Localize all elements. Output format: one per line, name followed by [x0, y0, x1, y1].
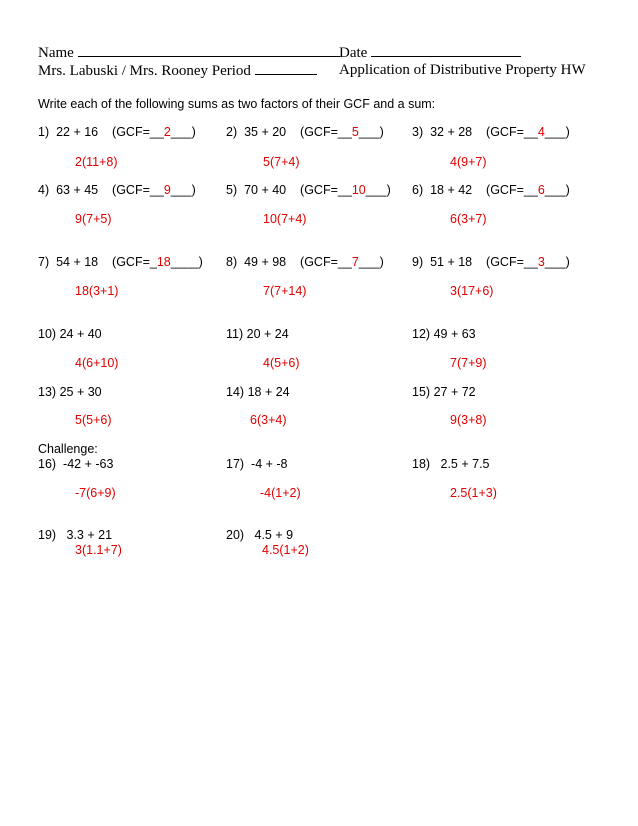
problem-number: 14): [226, 385, 245, 399]
gcf-suffix: ___): [365, 183, 391, 197]
problem-expression: 27 + 72: [433, 385, 476, 399]
gcf-value: 5: [351, 125, 359, 139]
answer-14: 6(3+4): [250, 413, 287, 427]
problem-expression: 35 + 20: [244, 125, 287, 139]
problem-5: [226, 183, 391, 197]
answer-13: 5(5+6): [75, 413, 112, 427]
problem-number: 15): [412, 385, 431, 399]
teacher-label: Mrs. Labuski / Mrs. Rooney Period: [38, 63, 251, 79]
gcf-prefix: (GCF=__: [300, 183, 352, 197]
gcf-prefix: (GCF=_: [112, 255, 157, 269]
problem-7: [38, 255, 203, 269]
instructions: Write each of the following sums as two factors of their GCF and a sum:: [38, 97, 436, 111]
answer-6: 6(3+7): [450, 212, 487, 226]
answer-15: 9(3+8): [450, 413, 487, 427]
answer-11: 4(5+6): [263, 356, 300, 370]
problem-number: 12): [412, 327, 431, 341]
answer-4: 9(7+5): [75, 212, 112, 226]
gcf-suffix: ___): [544, 183, 570, 197]
problem-expression: -42 + -63: [63, 457, 114, 471]
challenge-label: Challenge:: [38, 442, 98, 456]
gcf-prefix: (GCF=__: [112, 125, 164, 139]
name-label: Name: [38, 45, 74, 61]
problem-expression: 32 + 28: [430, 125, 473, 139]
gcf-prefix: (GCF=__: [112, 183, 164, 197]
problem-number: 19): [38, 528, 57, 542]
problem-expression: 49 + 63: [433, 327, 476, 341]
problem-number: 5): [226, 183, 238, 197]
problem-number: 11): [226, 327, 244, 341]
problem-4: [38, 183, 196, 197]
problem-3: [412, 125, 570, 139]
problem-18: [412, 457, 490, 471]
problem-expression: 4.5 + 9: [254, 528, 294, 542]
teacher-line: [38, 62, 317, 80]
answer-20: 4.5(1+2): [262, 543, 309, 557]
answer-12: 7(7+9): [450, 356, 487, 370]
problem-20: [226, 528, 293, 542]
problem-expression: 51 + 18: [430, 255, 473, 269]
gcf-prefix: (GCF=__: [486, 255, 538, 269]
assignment-title: Application of Distributive Property HW: [339, 62, 586, 78]
answer-2: 5(7+4): [263, 155, 300, 169]
answer-17: -4(1+2): [260, 486, 301, 500]
problem-17: [226, 457, 288, 471]
problem-number: 13): [38, 385, 57, 399]
problem-1: [38, 125, 196, 139]
problem-12: [412, 327, 476, 341]
name-blank[interactable]: [78, 44, 340, 57]
gcf-prefix: (GCF=__: [300, 125, 352, 139]
gcf-value: 18: [156, 255, 171, 269]
problem-number: 3): [412, 125, 424, 139]
answer-1: 2(11+8): [75, 155, 118, 169]
problem-expression: 24 + 40: [59, 327, 102, 341]
problem-expression: 49 + 98: [244, 255, 287, 269]
answer-18: 2.5(1+3): [450, 486, 497, 500]
problem-11: [226, 327, 289, 341]
gcf-value: 6: [537, 183, 545, 197]
problem-expression: -4 + -8: [251, 457, 288, 471]
gcf-suffix: ___): [170, 183, 196, 197]
answer-7: 18(3+1): [75, 284, 119, 298]
problem-number: 4): [38, 183, 50, 197]
problem-expression: 18 + 24: [247, 385, 290, 399]
gcf-prefix: (GCF=__: [300, 255, 352, 269]
problem-expression: 3.3 + 21: [66, 528, 113, 542]
problem-expression: 18 + 42: [430, 183, 473, 197]
gcf-suffix: ___): [544, 255, 570, 269]
date-line: [339, 44, 521, 62]
problem-number: 2): [226, 125, 238, 139]
problem-number: 10): [38, 327, 57, 341]
problem-13: [38, 385, 102, 399]
problem-expression: 20 + 24: [246, 327, 289, 341]
answer-9: 3(17+6): [450, 284, 494, 298]
gcf-value: 9: [163, 183, 171, 197]
answer-10: 4(6+10): [75, 356, 119, 370]
problem-15: [412, 385, 476, 399]
problem-number: 7): [38, 255, 50, 269]
gcf-value: 3: [537, 255, 545, 269]
problem-6: [412, 183, 570, 197]
problem-number: 6): [412, 183, 424, 197]
gcf-suffix: ____): [170, 255, 203, 269]
problem-2: [226, 125, 384, 139]
problem-number: 20): [226, 528, 245, 542]
gcf-suffix: ___): [544, 125, 570, 139]
gcf-suffix: ___): [358, 125, 384, 139]
problem-expression: 2.5 + 7.5: [440, 457, 490, 471]
problem-16: [38, 457, 113, 471]
answer-8: 7(7+14): [263, 284, 307, 298]
problem-14: [226, 385, 290, 399]
gcf-suffix: ___): [358, 255, 384, 269]
period-blank[interactable]: [255, 62, 317, 75]
problem-expression: 70 + 40: [244, 183, 287, 197]
date-blank[interactable]: [371, 44, 521, 57]
problem-number: 8): [226, 255, 238, 269]
gcf-value: 4: [537, 125, 545, 139]
answer-5: 10(7+4): [263, 212, 307, 226]
problem-9: [412, 255, 570, 269]
date-label: Date: [339, 45, 368, 61]
problem-19: [38, 528, 112, 542]
problem-8: [226, 255, 384, 269]
answer-19: 3(1.1+7): [75, 543, 122, 557]
name-line: [38, 44, 340, 62]
gcf-prefix: (GCF=__: [486, 183, 538, 197]
problem-10: [38, 327, 102, 341]
gcf-suffix: ___): [170, 125, 196, 139]
gcf-prefix: (GCF=__: [486, 125, 538, 139]
problem-number: 9): [412, 255, 424, 269]
answer-16: -7(6+9): [75, 486, 116, 500]
problem-expression: 54 + 18: [56, 255, 99, 269]
problem-expression: 63 + 45: [56, 183, 99, 197]
problem-number: 16): [38, 457, 57, 471]
gcf-value: 7: [351, 255, 359, 269]
problem-expression: 25 + 30: [59, 385, 102, 399]
problem-number: 1): [38, 125, 50, 139]
gcf-value: 2: [163, 125, 171, 139]
answer-3: 4(9+7): [450, 155, 487, 169]
problem-number: 18): [412, 457, 431, 471]
problem-expression: 22 + 16: [56, 125, 99, 139]
problem-number: 17): [226, 457, 245, 471]
gcf-value: 10: [351, 183, 366, 197]
